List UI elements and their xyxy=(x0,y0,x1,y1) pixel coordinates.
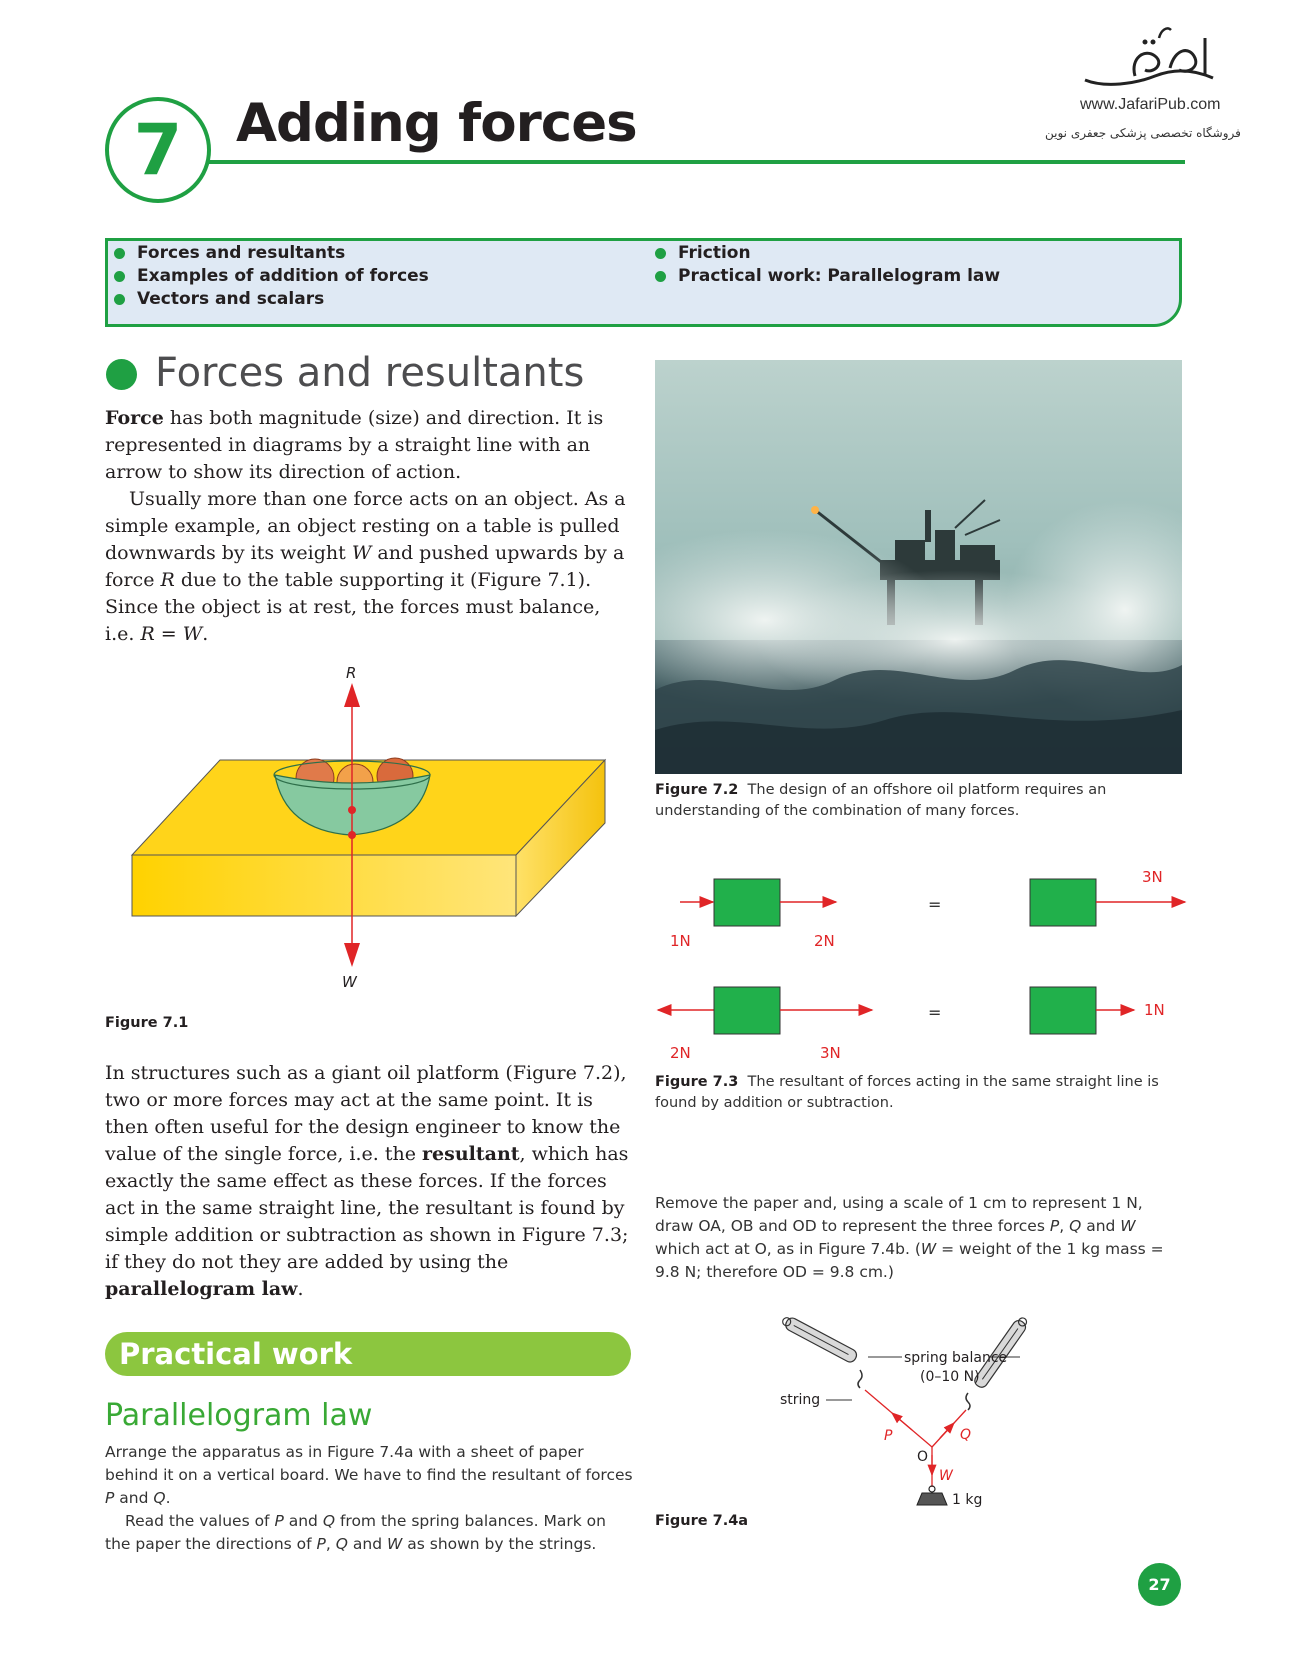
label-W: W xyxy=(342,973,357,991)
topic-item: Vectors and scalars xyxy=(114,289,324,309)
topic-item: Forces and resultants xyxy=(114,243,345,263)
section-heading: Forces and resultants xyxy=(155,350,585,396)
svg-text:2N: 2N xyxy=(814,932,835,950)
svg-text:spring balance: spring balance xyxy=(904,1350,1008,1366)
intro-text xyxy=(105,405,635,648)
figure-7-3-label: Figure 7.3 xyxy=(655,1074,739,1090)
paragraph-balance: Usually more than one force acts on an object. As a simple example, an object resting on a table is pulled downwards by its weight W and pushed upwards by a force R due to the table supporting it (Figure 7.1). Since the object is at rest, the forces must balance, i.e. R = W. xyxy=(105,488,626,645)
force-W-arrow xyxy=(344,943,360,967)
figure-7-2-caption: Figure 7.2 The design of an offshore oil platform requires an understanding of the combination of many forces. xyxy=(655,782,1107,819)
page-number: 27 xyxy=(1138,1563,1181,1606)
figure-7-1-label: Figure 7.1 xyxy=(105,1015,189,1031)
publisher-shop-name: فروشگاه تخصصی پزشکی جعفری نوین xyxy=(1045,126,1241,140)
svg-text:P: P xyxy=(884,1428,893,1444)
svg-text:string: string xyxy=(780,1392,821,1408)
bullet-icon xyxy=(114,271,125,282)
force-R-arrow xyxy=(344,683,360,707)
svg-text:1N: 1N xyxy=(670,932,691,950)
object-box xyxy=(1030,879,1096,926)
force-point xyxy=(348,806,356,814)
parallelogram-law-heading: Parallelogram law xyxy=(105,1398,373,1433)
object-box xyxy=(1030,987,1096,1034)
label-R: R xyxy=(346,665,357,682)
svg-text:Q: Q xyxy=(960,1427,972,1443)
procedure-text xyxy=(655,1192,1177,1284)
bullet-icon xyxy=(114,248,125,259)
practical-work-title: Practical work xyxy=(119,1337,353,1371)
figure-7-1-diagram xyxy=(120,665,620,995)
chapter-rule xyxy=(205,160,1185,164)
svg-text:3N: 3N xyxy=(1142,868,1163,886)
figure-7-2-label: Figure 7.2 xyxy=(655,782,739,798)
svg-text:2N: 2N xyxy=(670,1044,691,1062)
resultant-text xyxy=(105,1060,637,1303)
topic-item: Friction xyxy=(655,243,751,263)
svg-text:1N: 1N xyxy=(1144,1001,1165,1019)
topic-item: Examples of addition of forces xyxy=(114,266,429,286)
svg-text:=: = xyxy=(928,895,942,914)
instruction-2: Read the values of P and Q from the spring balances. Mark on the paper the directions of P, Q and W as shown by the strings. xyxy=(105,1512,606,1553)
svg-text:O: O xyxy=(917,1449,929,1465)
chapter-number: 7 xyxy=(133,109,183,191)
force-point xyxy=(348,831,356,839)
oil-platform-photo xyxy=(655,360,1182,774)
instruction-1: Arrange the apparatus as in Figure 7.4a with a sheet of paper behind it on a vertical board. We have to find the resultant of forces P and Q. xyxy=(105,1443,633,1507)
figure-7-4a-label: Figure 7.4a xyxy=(655,1513,749,1529)
svg-text:=: = xyxy=(928,1003,942,1022)
bullet-icon xyxy=(655,248,666,259)
figure-7-4a-diagram xyxy=(780,1315,1060,1515)
figure-7-3-diagram xyxy=(650,860,1190,1065)
object-box xyxy=(714,879,780,926)
practical-instructions xyxy=(105,1441,633,1556)
bullet-icon xyxy=(655,271,666,282)
paragraph-force: Force has both magnitude (size) and direction. It is represented in diagrams by a straight line with an arrow to show its direction of action. xyxy=(105,407,604,483)
publisher-url: www.JafariPub.com xyxy=(1080,96,1221,113)
mass-weight xyxy=(917,1493,947,1505)
svg-text:1 kg: 1 kg xyxy=(952,1492,983,1508)
spring-balance-left xyxy=(780,1315,859,1364)
publisher-logo xyxy=(1075,18,1225,98)
chapter-number-badge xyxy=(105,97,211,203)
figure-7-3-caption: Figure 7.3 The resultant of forces acting in the same straight line is found by addition or subtraction. xyxy=(655,1074,1159,1111)
svg-text:(0–10 N): (0–10 N) xyxy=(920,1369,980,1385)
bullet-icon xyxy=(114,294,125,305)
practical-work-banner xyxy=(105,1332,631,1376)
section-bullet-icon xyxy=(106,359,137,390)
svg-text:W: W xyxy=(939,1468,953,1484)
object-box xyxy=(714,987,780,1034)
topic-item: Practical work: Parallelogram law xyxy=(655,266,1000,286)
paragraph-resultant: In structures such as a giant oil platform (Figure 7.2), two or more forces may act at the same point. It is then often useful for the design engineer to know the value of the single force, i.e. the resultant, which has exactly the same effect as these forces. If the forces act in the same straight line, the resultant is found by simple addition or subtraction as shown in Figure 7.3; if they do not they are added by using the parallelogram law. xyxy=(105,1062,629,1300)
chapter-title: Adding forces xyxy=(236,93,637,154)
svg-text:3N: 3N xyxy=(820,1044,841,1062)
table-front xyxy=(132,855,516,916)
procedure-paragraph: Remove the paper and, using a scale of 1 cm to represent 1 N, draw OA, OB and OD to represent the three forces P, Q and W which act at O, as in Figure 7.4b. (W = weight of the 1 kg mass = 9.8 N; therefore OD = 9.8 cm.) xyxy=(655,1194,1164,1281)
